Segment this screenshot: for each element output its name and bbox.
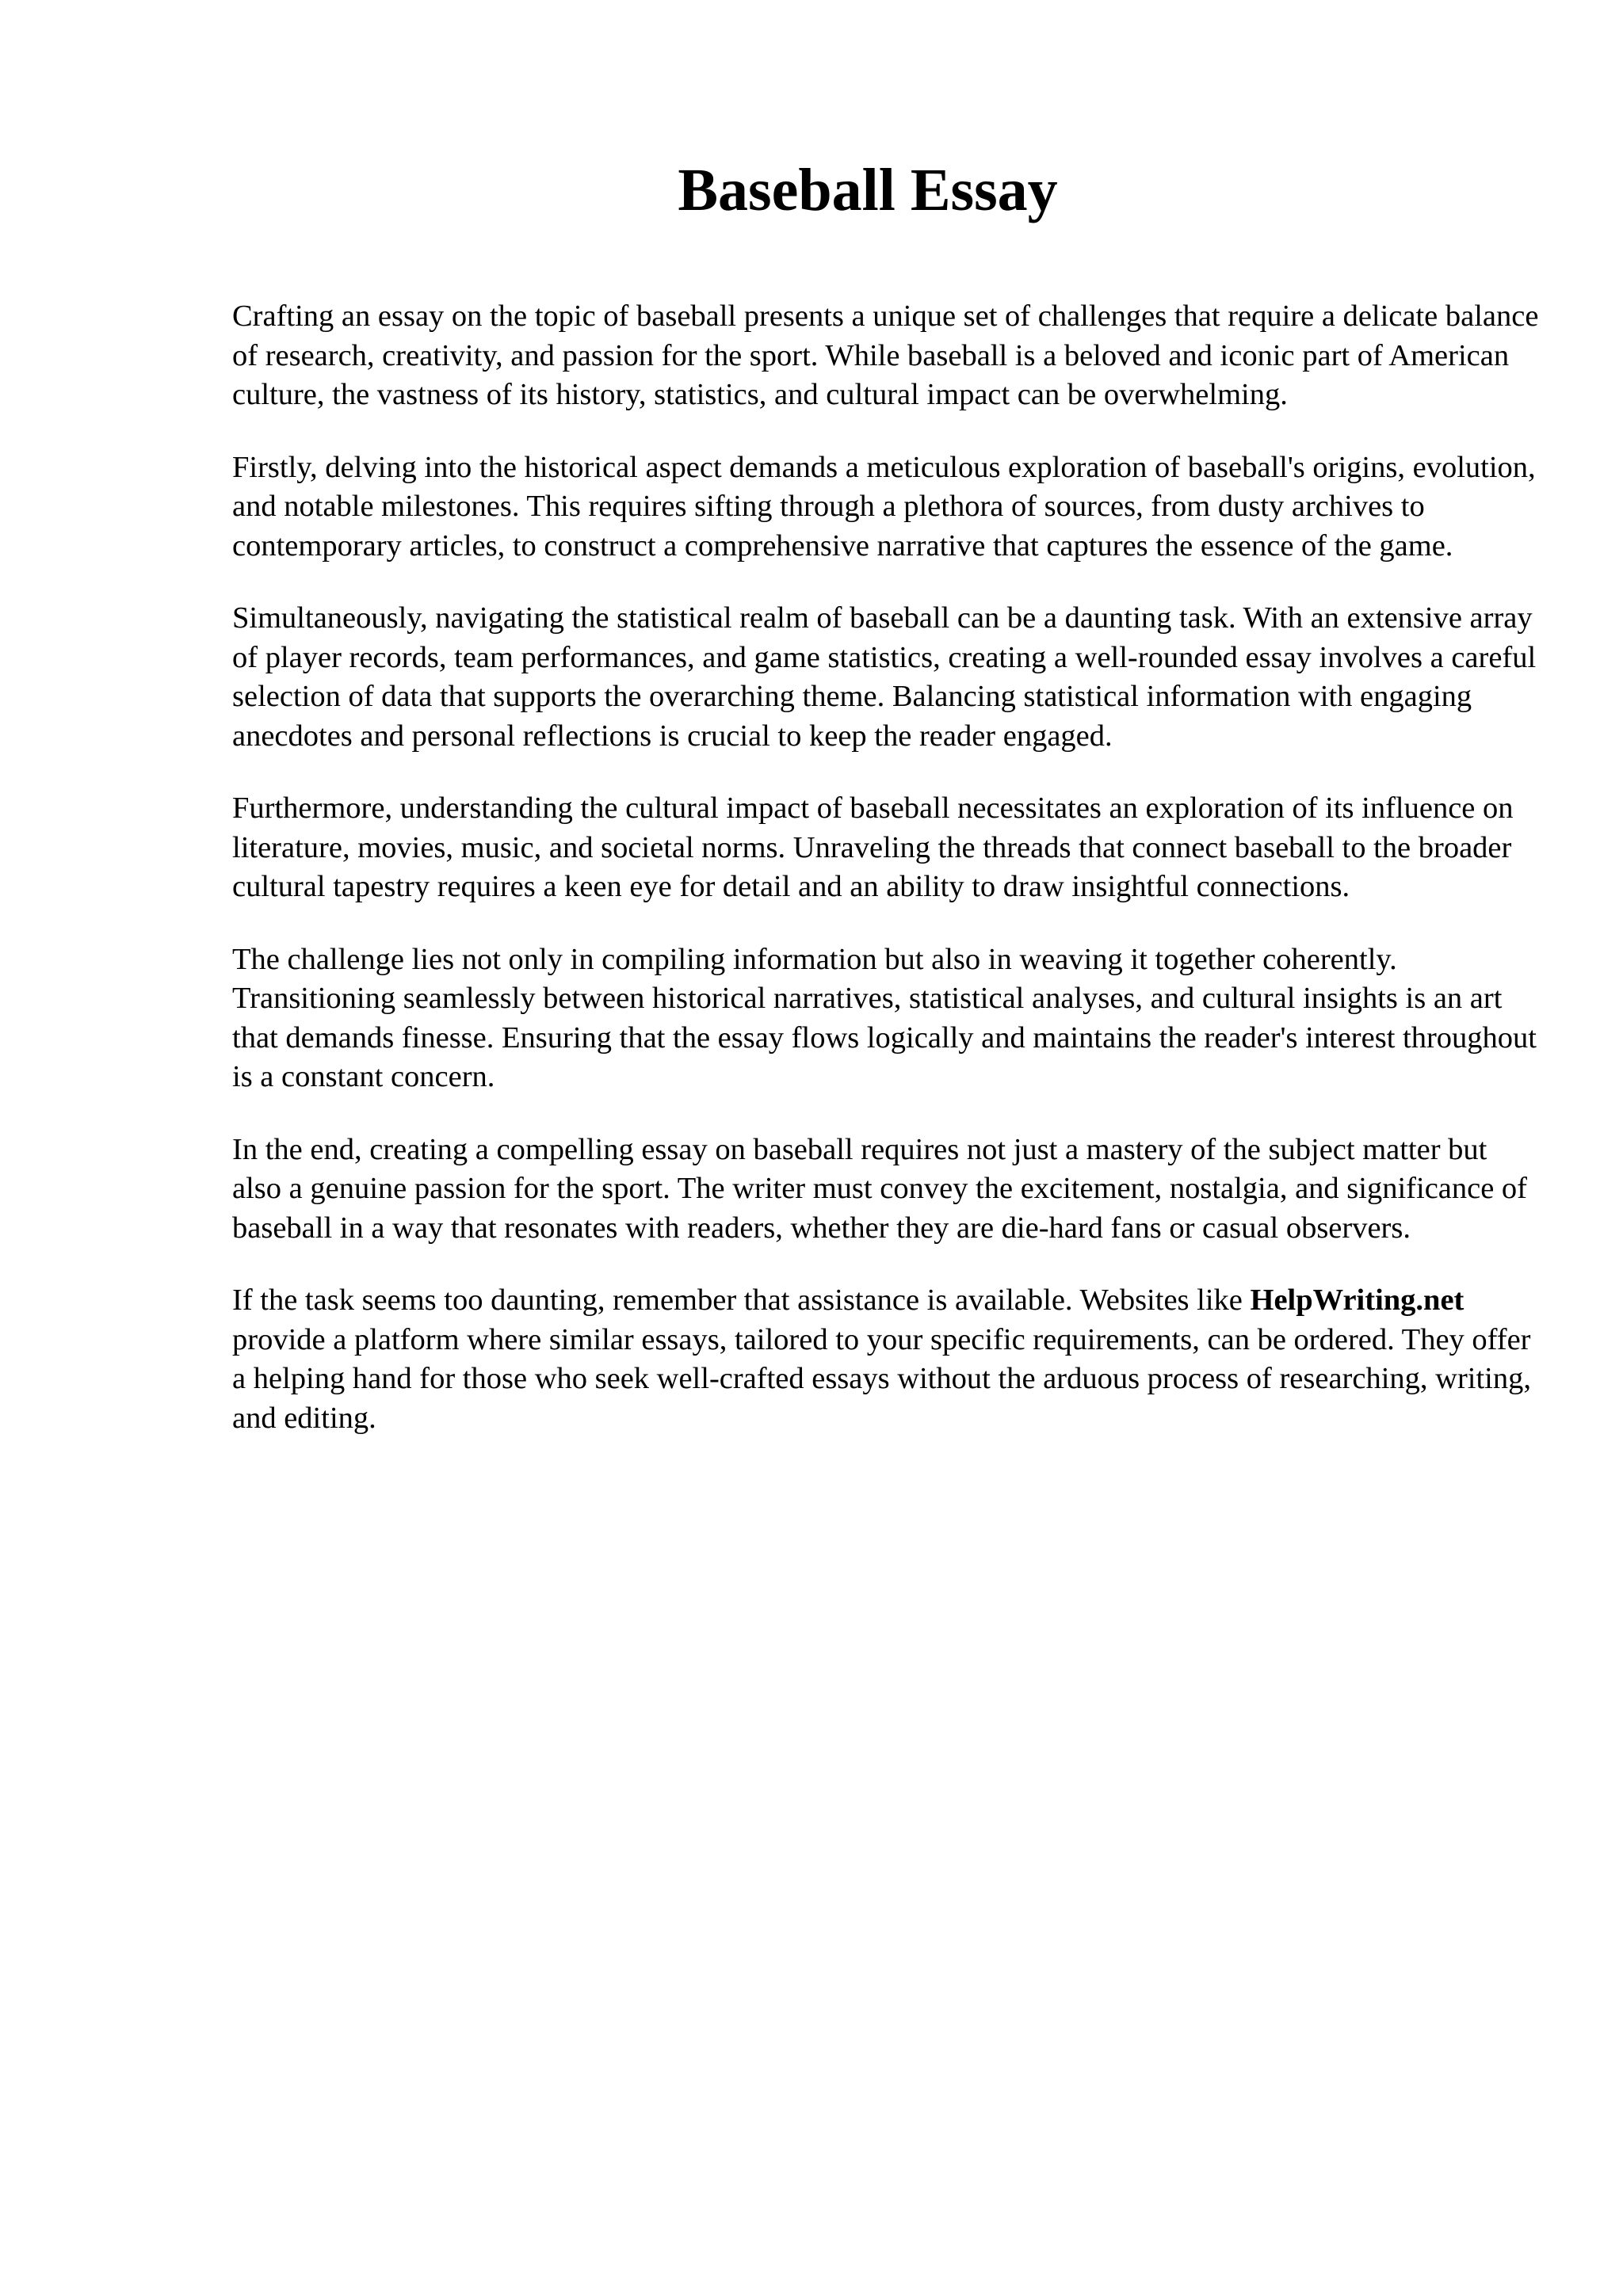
paragraph-5: The challenge lies not only in compiling information but also in weaving it together coherently. Transitioning seamlessly between historical narratives, statistical analyses, and cultural insights is an art that demands finesse. Ensuring that the essay flows logically and maintains the reader's interest throughout is a constant concern. [232, 942, 1537, 1093]
helpwriting-link[interactable]: HelpWriting.net [1250, 1283, 1465, 1317]
paragraph-7-before-link: If the task seems too daunting, remember that assistance is available. Websites like [232, 1283, 1243, 1317]
paragraph-7 [232, 1281, 1540, 1438]
page-title: Baseball Essay [678, 157, 1058, 223]
paragraph-1: Crafting an essay on the topic of baseball presents a unique set of challenges that require a delicate balance of research, creativity, and passion for the sport. While baseball is a beloved and iconic part of American culture, the vastness of its history, statistics, and cultural impact can be overwhelming. [232, 299, 1539, 411]
paragraph-2: Firstly, delving into the historical aspect demands a meticulous exploration of baseball's origins, evolution, and notable milestones. This requires sifting through a plethora of sources, from dusty archives to contemporary articles, to construct a comprehensive narrative that captures the essence of the game. [232, 450, 1536, 563]
paragraph-6: In the end, creating a compelling essay on baseball requires not just a mastery of the subject matter but also a genuine passion for the sport. The writer must convey the excitement, nostalgia, and significance of baseball in a way that resonates with readers, whether they are die-hard fans or casual observers. [232, 1132, 1527, 1245]
essay-body [232, 297, 1540, 1471]
paragraph-7-after-link: provide a platform where similar essays, tailored to your specific requirements, can be ordered. They offer a helping hand for those who seek well-crafted essays without the arduous process of researching, writing, and editing. [232, 1322, 1531, 1435]
paragraph-4: Furthermore, understanding the cultural impact of baseball necessitates an exploration of its influence on literature, movies, music, and societal norms. Unraveling the threads that connect baseball to the broader cultural tapestry requires a keen eye for detail and an ability to draw insightful connections. [232, 791, 1514, 903]
paragraph-3: Simultaneously, navigating the statistical realm of baseball can be a daunting task. With an extensive array of player records, team performances, and game statistics, creating a well-rounded essay involves a careful selection of data that supports the overarching theme. Balancing statistical information with engaging anecdotes and personal reflections is crucial to keep the reader engaged. [232, 601, 1537, 753]
